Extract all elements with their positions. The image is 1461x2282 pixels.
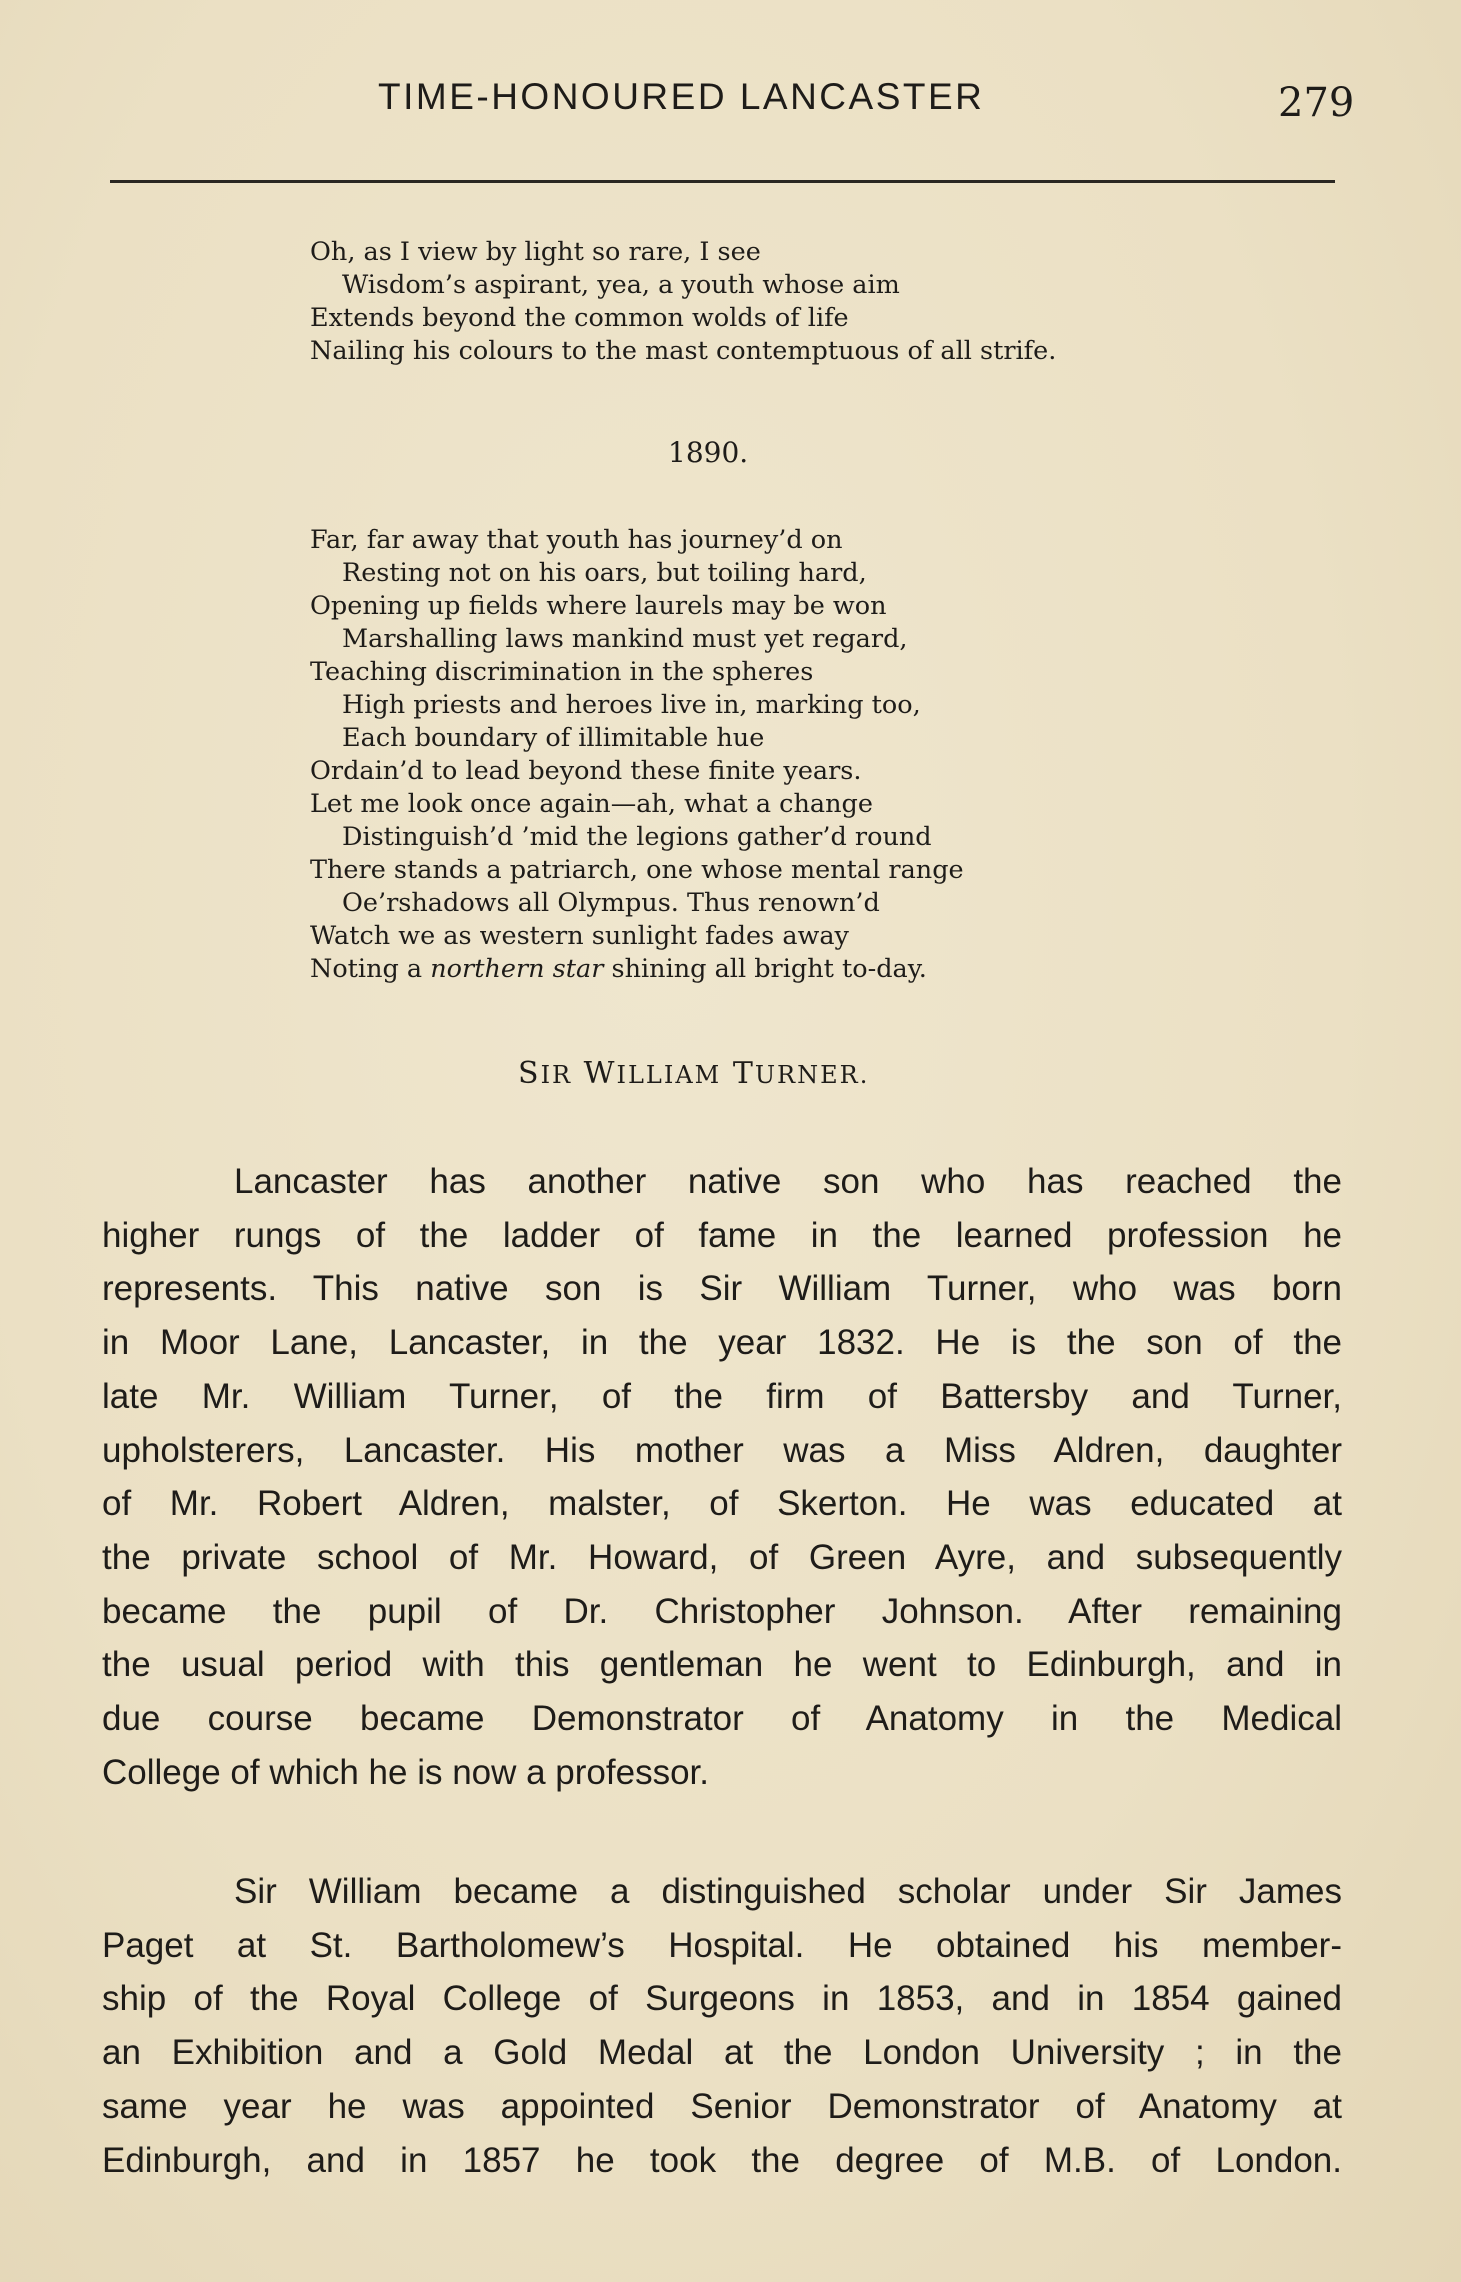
paragraph-line: Paget at St. Bartholomew’s Hospital. He obtained his member-: [102, 1925, 1342, 1965]
poem-line: Oe’rshadows all Olympus. Thus renown’d: [342, 888, 880, 918]
paragraph-line: higher rungs of the ladder of fame in the learned profession he: [102, 1215, 1342, 1255]
poem-line: Each boundary of illimitable hue: [342, 723, 765, 753]
section-heading: [518, 1056, 869, 1091]
poem-line: Extends beyond the common wolds of life: [310, 303, 849, 333]
poem-line: Oh, as I view by light so rare, I see: [310, 237, 761, 267]
paragraph-2: [102, 1865, 1342, 2187]
poem-line: Marshalling laws mankind must yet regard,: [342, 624, 908, 654]
paragraph-line: Edinburgh, and in 1857 he took the degree of M.B. of London.: [102, 2140, 1342, 2180]
poem-line: Watch we as western sunlight fades away: [310, 921, 849, 951]
section-heading-text: SIR WILLIAM TURNER.: [518, 1056, 870, 1091]
paragraph-line: became the pupil of Dr. Christopher Johnson. After remaining: [102, 1591, 1342, 1631]
paragraph-line: the usual period with this gentleman he went to Edinburgh, and in: [102, 1645, 1342, 1685]
paragraph-line: Sir William became a distinguished scholar under Sir James: [234, 1872, 1342, 1911]
paragraph-line: College of which he is now a professor.: [102, 1752, 709, 1792]
paragraph-line: same year he was appointed Senior Demonstrator of Anatomy at: [102, 2086, 1342, 2126]
poem-line-suffix: shining all bright to-day.: [603, 954, 927, 984]
poem-line: Nailing his colours to the mast contemptuous of all strife.: [310, 336, 1057, 366]
paragraph-line: of Mr. Robert Aldren, malster, of Skerton. He was educated at: [102, 1484, 1342, 1524]
running-header-title: TIME-HONOURED LANCASTER: [378, 76, 985, 117]
page-number: 279: [1278, 80, 1355, 126]
poem-line: Ordain’d to lead beyond these finite years.: [310, 756, 862, 786]
header-rule: [110, 180, 1335, 183]
paragraph-line: due course became Demonstrator of Anatomy in the Medical: [102, 1699, 1342, 1739]
poem-line: Distinguish’d ’mid the legions gather’d round: [342, 822, 932, 852]
poem-line: Resting not on his oars, but toiling hard,: [342, 558, 867, 588]
poem-stanza-2: [310, 524, 964, 986]
poem-line: Opening up fields where laurels may be won: [310, 591, 887, 621]
poem-stanza-1: [310, 236, 1056, 368]
poem-line: There stands a patriarch, one whose mental range: [310, 855, 964, 885]
poem-year: 1890.: [668, 436, 749, 469]
paragraph-line: an Exhibition and a Gold Medal at the London University ; in the: [102, 2033, 1342, 2073]
poem-line-prefix: Noting a: [310, 954, 431, 984]
paragraph-line: upholsterers, Lancaster. His mother was a Miss Aldren, daughter: [102, 1430, 1342, 1470]
paragraph-line: in Moor Lane, Lancaster, in the year 1832. He is the son of the: [102, 1323, 1342, 1363]
paragraph-line: late Mr. William Turner, of the firm of Battersby and Turner,: [102, 1376, 1342, 1416]
paragraph-line: Lancaster has another native son who has reached the: [234, 1162, 1342, 1201]
paragraph-1: [102, 1155, 1342, 1799]
poem-line-last: [310, 953, 964, 986]
poem-line-italic: northern star: [430, 954, 604, 984]
poem-line: Teaching discrimination in the spheres: [310, 657, 814, 687]
poem-line: Wisdom’s aspirant, yea, a youth whose aim: [342, 270, 900, 300]
poem-line: High priests and heroes live in, marking too,: [342, 690, 921, 720]
poem-line: Far, far away that youth has journey’d on: [310, 525, 843, 555]
paragraph-line: the private school of Mr. Howard, of Green Ayre, and subsequently: [102, 1537, 1342, 1577]
paragraph-line: represents. This native son is Sir William Turner, who was born: [102, 1269, 1342, 1309]
paragraph-line: ship of the Royal College of Surgeons in 1853, and in 1854 gained: [102, 1979, 1342, 2019]
poem-line: Let me look once again—ah, what a change: [310, 789, 873, 819]
